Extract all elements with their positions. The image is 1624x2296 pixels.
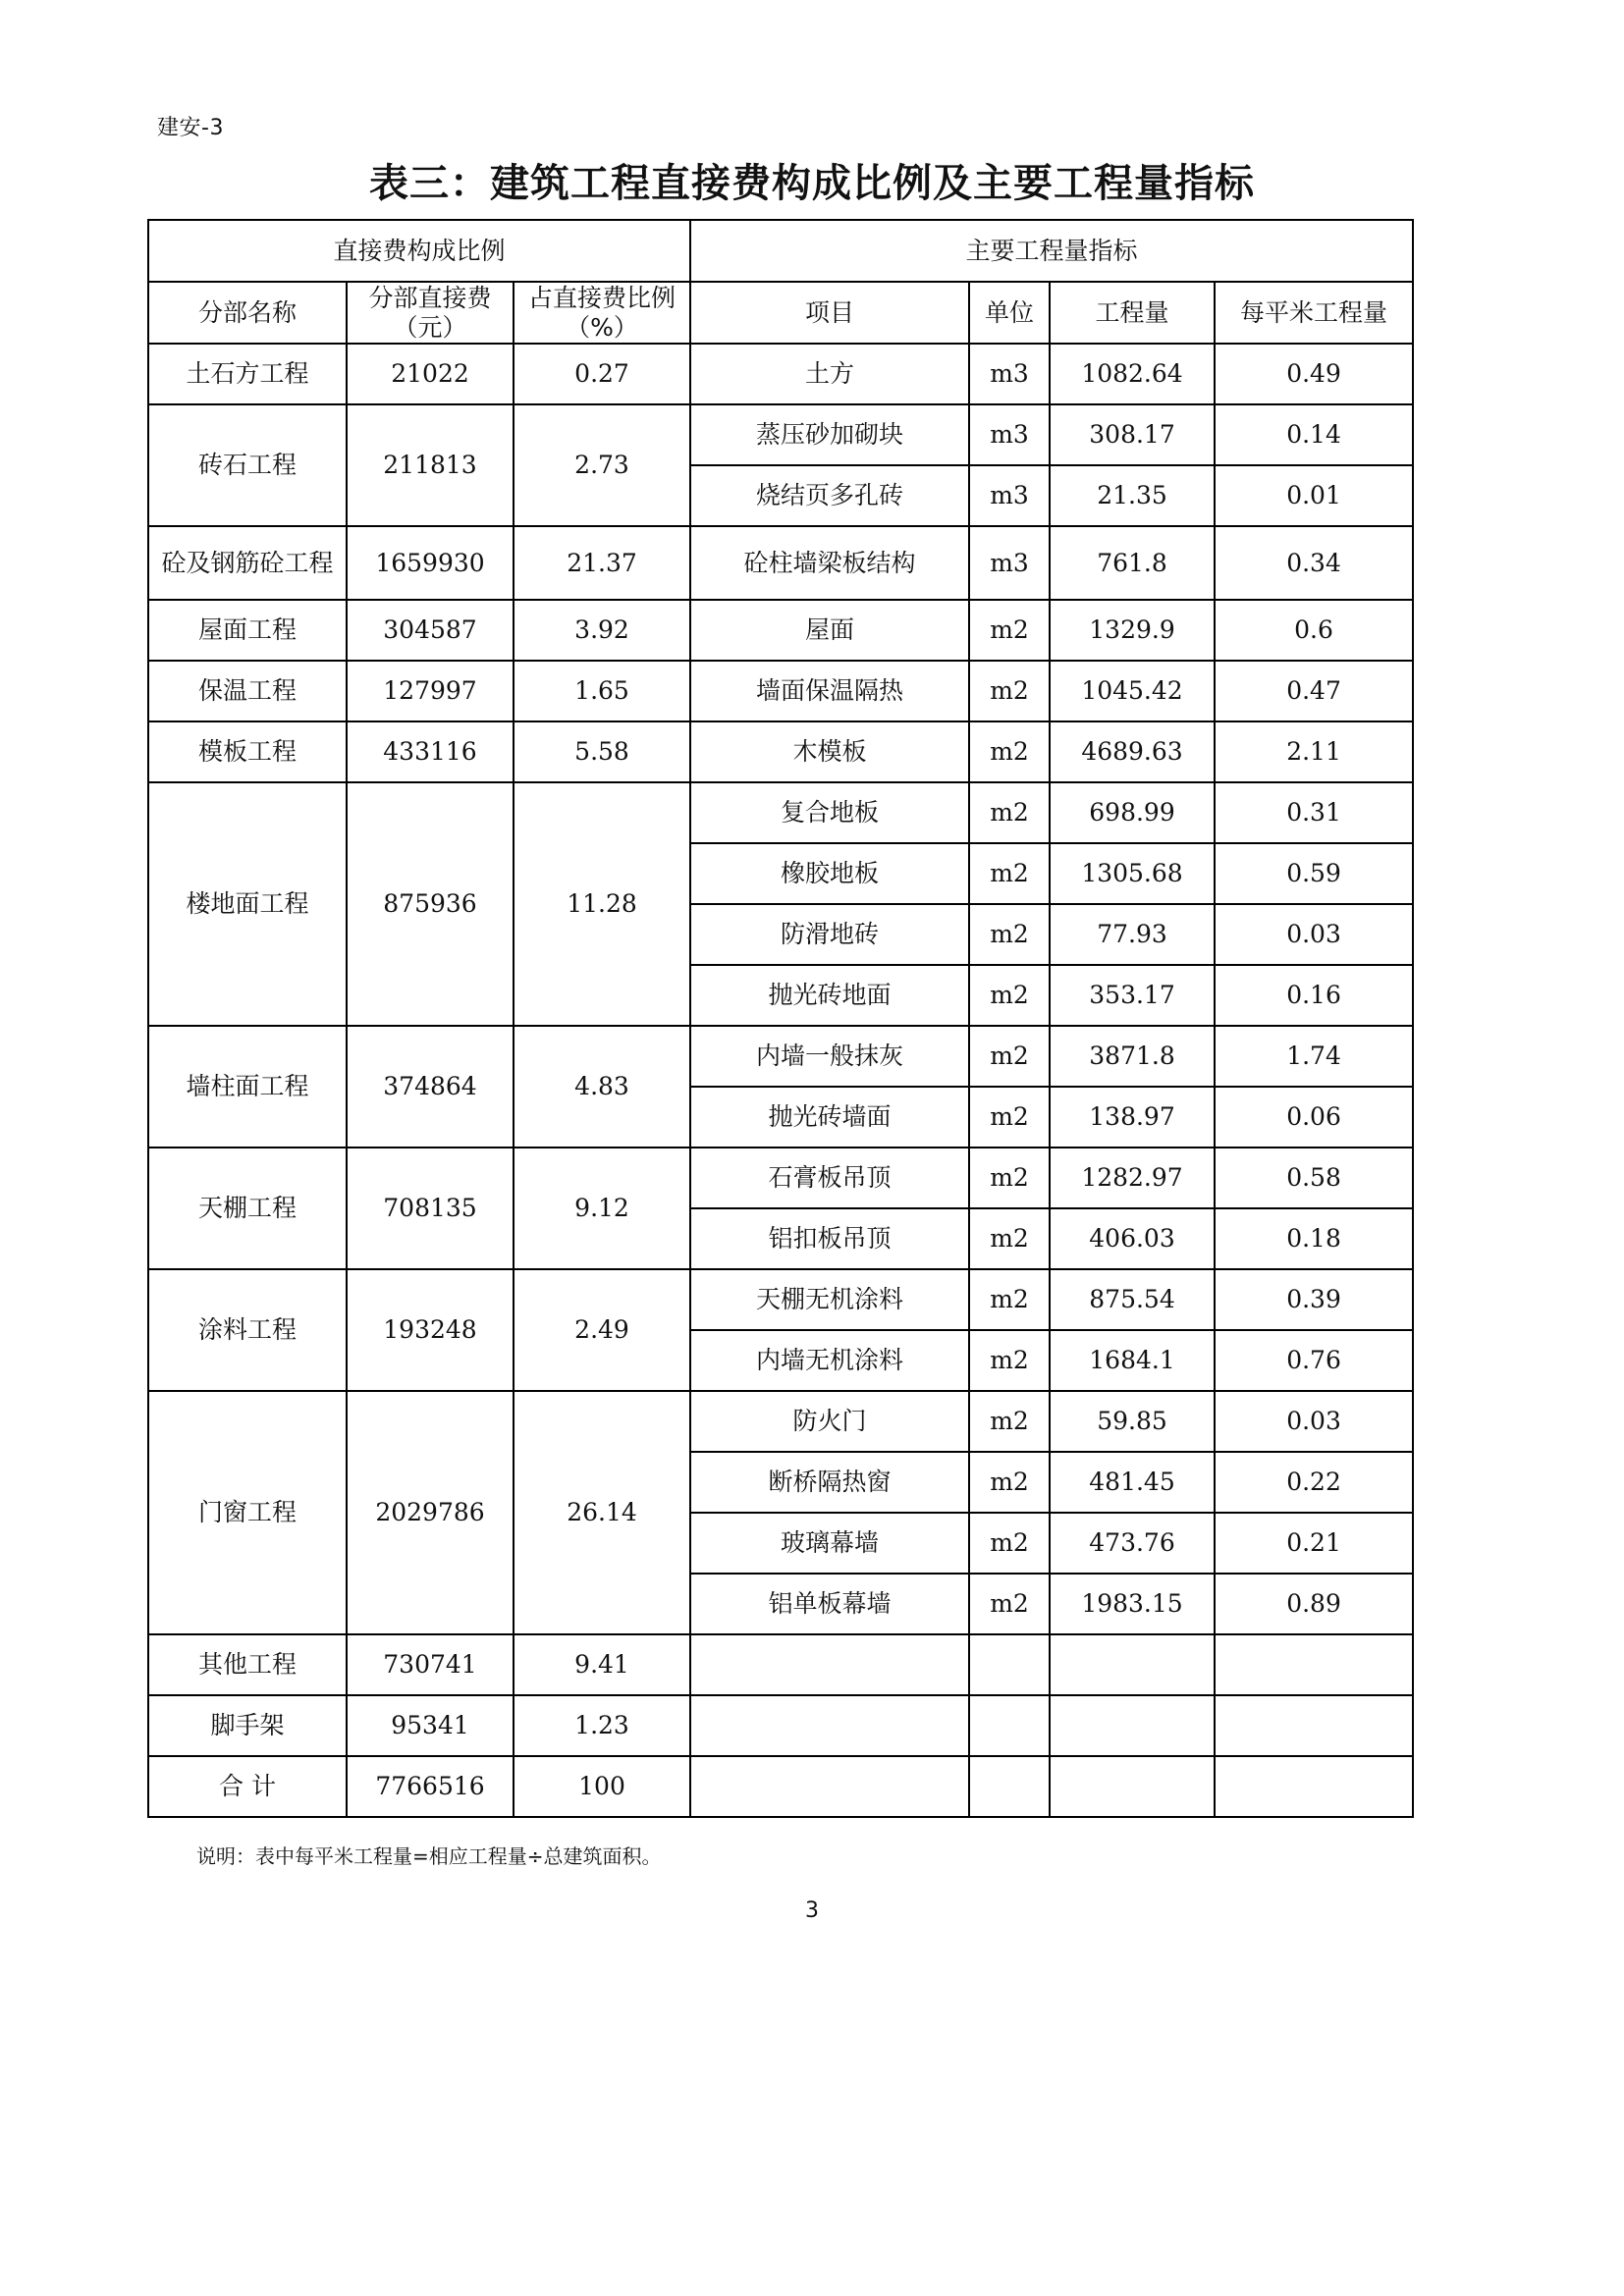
column-header-row bbox=[148, 282, 1413, 344]
item-unit-cell: m2 bbox=[969, 1513, 1050, 1574]
empty-cell bbox=[969, 1695, 1050, 1756]
item-quantity-cell: 1305.68 bbox=[1050, 843, 1215, 904]
table-row bbox=[148, 1269, 1413, 1330]
item-name-cell: 橡胶地板 bbox=[690, 843, 969, 904]
section-name-cell: 模板工程 bbox=[148, 721, 347, 782]
item-per-sqm-cell: 0.34 bbox=[1215, 526, 1413, 600]
section-ratio-cell: 3.92 bbox=[514, 600, 690, 661]
empty-cell bbox=[690, 1695, 969, 1756]
item-unit-cell: m2 bbox=[969, 843, 1050, 904]
table-row bbox=[148, 721, 1413, 782]
section-name-cell: 屋面工程 bbox=[148, 600, 347, 661]
column-header-ratio-line1: 占直接费比例 bbox=[528, 283, 677, 312]
item-unit-cell: m2 bbox=[969, 600, 1050, 661]
section-name-cell: 楼地面工程 bbox=[148, 782, 347, 1026]
group-header-direct-cost: 直接费构成比例 bbox=[148, 220, 690, 282]
empty-cell bbox=[969, 1756, 1050, 1817]
item-per-sqm-cell: 0.59 bbox=[1215, 843, 1413, 904]
section-cost-cell: 304587 bbox=[347, 600, 514, 661]
item-unit-cell: m2 bbox=[969, 782, 1050, 843]
item-unit-cell: m2 bbox=[969, 721, 1050, 782]
item-name-cell: 天棚无机涂料 bbox=[690, 1269, 969, 1330]
section-cost-cell: 21022 bbox=[347, 344, 514, 404]
section-name-cell: 涂料工程 bbox=[148, 1269, 347, 1391]
item-unit-cell: m3 bbox=[969, 344, 1050, 404]
item-unit-cell: m2 bbox=[969, 1452, 1050, 1513]
item-per-sqm-cell: 0.01 bbox=[1215, 465, 1413, 526]
item-name-cell: 抛光砖墙面 bbox=[690, 1087, 969, 1148]
item-name-cell: 铝扣板吊顶 bbox=[690, 1208, 969, 1269]
section-cost-cell: 1659930 bbox=[347, 526, 514, 600]
empty-cell bbox=[690, 1756, 969, 1817]
group-header-quantity-indicators: 主要工程量指标 bbox=[690, 220, 1413, 282]
section-cost-cell: 127997 bbox=[347, 661, 514, 721]
empty-cell bbox=[1050, 1634, 1215, 1695]
item-name-cell: 墙面保温隔热 bbox=[690, 661, 969, 721]
item-unit-cell: m2 bbox=[969, 1330, 1050, 1391]
item-quantity-cell: 875.54 bbox=[1050, 1269, 1215, 1330]
column-header-per-sqm: 每平米工程量 bbox=[1215, 282, 1413, 344]
section-ratio-cell: 1.23 bbox=[514, 1695, 690, 1756]
section-ratio-cell: 1.65 bbox=[514, 661, 690, 721]
section-ratio-cell: 4.83 bbox=[514, 1026, 690, 1148]
section-cost-cell: 193248 bbox=[347, 1269, 514, 1391]
item-quantity-cell: 1045.42 bbox=[1050, 661, 1215, 721]
item-quantity-cell: 21.35 bbox=[1050, 465, 1215, 526]
empty-cell bbox=[1215, 1634, 1413, 1695]
section-cost-cell: 708135 bbox=[347, 1148, 514, 1269]
item-name-cell: 铝单板幕墙 bbox=[690, 1574, 969, 1634]
item-name-cell: 砼柱墙梁板结构 bbox=[690, 526, 969, 600]
item-quantity-cell: 1329.9 bbox=[1050, 600, 1215, 661]
item-per-sqm-cell: 0.03 bbox=[1215, 904, 1413, 965]
section-name-cell: 砖石工程 bbox=[148, 404, 347, 526]
section-cost-cell: 433116 bbox=[347, 721, 514, 782]
item-name-cell: 蒸压砂加砌块 bbox=[690, 404, 969, 465]
item-quantity-cell: 481.45 bbox=[1050, 1452, 1215, 1513]
section-name-cell: 天棚工程 bbox=[148, 1148, 347, 1269]
table-row bbox=[148, 600, 1413, 661]
item-per-sqm-cell: 0.58 bbox=[1215, 1148, 1413, 1208]
item-name-cell: 烧结页多孔砖 bbox=[690, 465, 969, 526]
section-cost-cell: 211813 bbox=[347, 404, 514, 526]
item-per-sqm-cell: 0.22 bbox=[1215, 1452, 1413, 1513]
section-ratio-cell: 26.14 bbox=[514, 1391, 690, 1634]
item-unit-cell: m2 bbox=[969, 1026, 1050, 1087]
item-name-cell: 石膏板吊顶 bbox=[690, 1148, 969, 1208]
table-row bbox=[148, 1148, 1413, 1208]
item-quantity-cell: 353.17 bbox=[1050, 965, 1215, 1026]
section-ratio-cell: 2.49 bbox=[514, 1269, 690, 1391]
item-name-cell: 复合地板 bbox=[690, 782, 969, 843]
item-name-cell: 土方 bbox=[690, 344, 969, 404]
section-ratio-cell: 2.73 bbox=[514, 404, 690, 526]
section-name-cell: 合 计 bbox=[148, 1756, 347, 1817]
item-quantity-cell: 1684.1 bbox=[1050, 1330, 1215, 1391]
section-cost-cell: 875936 bbox=[347, 782, 514, 1026]
item-name-cell: 木模板 bbox=[690, 721, 969, 782]
item-unit-cell: m2 bbox=[969, 1148, 1050, 1208]
item-per-sqm-cell: 0.31 bbox=[1215, 782, 1413, 843]
item-unit-cell: m2 bbox=[969, 1087, 1050, 1148]
item-name-cell: 玻璃幕墙 bbox=[690, 1513, 969, 1574]
document-code: 建安-3 bbox=[157, 116, 224, 140]
item-per-sqm-cell: 0.21 bbox=[1215, 1513, 1413, 1574]
item-quantity-cell: 59.85 bbox=[1050, 1391, 1215, 1452]
item-unit-cell: m2 bbox=[969, 1574, 1050, 1634]
item-per-sqm-cell: 0.47 bbox=[1215, 661, 1413, 721]
item-name-cell: 防火门 bbox=[690, 1391, 969, 1452]
section-name-cell: 其他工程 bbox=[148, 1634, 347, 1695]
table-row bbox=[148, 782, 1413, 843]
column-header-name: 分部名称 bbox=[148, 282, 347, 344]
empty-cell bbox=[690, 1634, 969, 1695]
column-header-item: 项目 bbox=[690, 282, 969, 344]
section-ratio-cell: 100 bbox=[514, 1756, 690, 1817]
item-name-cell: 抛光砖地面 bbox=[690, 965, 969, 1026]
item-quantity-cell: 1983.15 bbox=[1050, 1574, 1215, 1634]
item-unit-cell: m2 bbox=[969, 965, 1050, 1026]
section-name-cell: 砼及钢筋砼工程 bbox=[148, 526, 347, 600]
item-per-sqm-cell: 2.11 bbox=[1215, 721, 1413, 782]
item-per-sqm-cell: 0.89 bbox=[1215, 1574, 1413, 1634]
table-row bbox=[148, 661, 1413, 721]
column-header-ratio-line2: （%） bbox=[566, 312, 638, 342]
column-header-cost-line2: （元） bbox=[393, 312, 467, 342]
item-name-cell: 防滑地砖 bbox=[690, 904, 969, 965]
section-cost-cell: 2029786 bbox=[347, 1391, 514, 1634]
item-name-cell: 内墙无机涂料 bbox=[690, 1330, 969, 1391]
column-header-cost-line1: 分部直接费 bbox=[368, 283, 492, 312]
table-row bbox=[148, 1756, 1413, 1817]
table-row bbox=[148, 526, 1413, 600]
page-number: 3 bbox=[805, 1898, 819, 1923]
empty-cell bbox=[1050, 1756, 1215, 1817]
section-ratio-cell: 5.58 bbox=[514, 721, 690, 782]
item-unit-cell: m2 bbox=[969, 661, 1050, 721]
item-per-sqm-cell: 0.03 bbox=[1215, 1391, 1413, 1452]
section-cost-cell: 7766516 bbox=[347, 1756, 514, 1817]
item-quantity-cell: 698.99 bbox=[1050, 782, 1215, 843]
item-quantity-cell: 77.93 bbox=[1050, 904, 1215, 965]
page-title: 表三：建筑工程直接费构成比例及主要工程量指标 bbox=[369, 161, 1255, 206]
section-cost-cell: 730741 bbox=[347, 1634, 514, 1695]
item-unit-cell: m2 bbox=[969, 1269, 1050, 1330]
table-row bbox=[148, 344, 1413, 404]
item-per-sqm-cell: 0.16 bbox=[1215, 965, 1413, 1026]
section-ratio-cell: 0.27 bbox=[514, 344, 690, 404]
column-header-unit: 单位 bbox=[969, 282, 1050, 344]
table-row bbox=[148, 404, 1413, 465]
item-quantity-cell: 138.97 bbox=[1050, 1087, 1215, 1148]
section-name-cell: 脚手架 bbox=[148, 1695, 347, 1756]
table-row bbox=[148, 1026, 1413, 1087]
item-name-cell: 屋面 bbox=[690, 600, 969, 661]
table-note: 说明：表中每平米工程量=相应工程量÷总建筑面积。 bbox=[196, 1844, 662, 1868]
item-per-sqm-cell: 0.76 bbox=[1215, 1330, 1413, 1391]
item-per-sqm-cell: 1.74 bbox=[1215, 1026, 1413, 1087]
empty-cell bbox=[1215, 1695, 1413, 1756]
column-header-cost bbox=[347, 282, 514, 344]
item-quantity-cell: 4689.63 bbox=[1050, 721, 1215, 782]
column-header-quantity: 工程量 bbox=[1050, 282, 1215, 344]
item-unit-cell: m2 bbox=[969, 1391, 1050, 1452]
table-row bbox=[148, 1695, 1413, 1756]
section-cost-cell: 95341 bbox=[347, 1695, 514, 1756]
empty-cell bbox=[1215, 1756, 1413, 1817]
section-ratio-cell: 11.28 bbox=[514, 782, 690, 1026]
item-quantity-cell: 761.8 bbox=[1050, 526, 1215, 600]
item-unit-cell: m2 bbox=[969, 1208, 1050, 1269]
item-quantity-cell: 1282.97 bbox=[1050, 1148, 1215, 1208]
item-name-cell: 内墙一般抹灰 bbox=[690, 1026, 969, 1087]
section-ratio-cell: 9.41 bbox=[514, 1634, 690, 1695]
group-header-row bbox=[148, 220, 1413, 282]
table-row bbox=[148, 1634, 1413, 1695]
item-quantity-cell: 473.76 bbox=[1050, 1513, 1215, 1574]
section-ratio-cell: 9.12 bbox=[514, 1148, 690, 1269]
item-per-sqm-cell: 0.49 bbox=[1215, 344, 1413, 404]
section-name-cell: 墙柱面工程 bbox=[148, 1026, 347, 1148]
item-per-sqm-cell: 0.06 bbox=[1215, 1087, 1413, 1148]
section-name-cell: 门窗工程 bbox=[148, 1391, 347, 1634]
item-per-sqm-cell: 0.14 bbox=[1215, 404, 1413, 465]
section-name-cell: 土石方工程 bbox=[148, 344, 347, 404]
item-per-sqm-cell: 0.18 bbox=[1215, 1208, 1413, 1269]
item-quantity-cell: 406.03 bbox=[1050, 1208, 1215, 1269]
item-unit-cell: m2 bbox=[969, 904, 1050, 965]
item-per-sqm-cell: 0.6 bbox=[1215, 600, 1413, 661]
column-header-ratio bbox=[514, 282, 690, 344]
section-name-cell: 保温工程 bbox=[148, 661, 347, 721]
item-quantity-cell: 1082.64 bbox=[1050, 344, 1215, 404]
item-unit-cell: m3 bbox=[969, 526, 1050, 600]
item-quantity-cell: 308.17 bbox=[1050, 404, 1215, 465]
item-per-sqm-cell: 0.39 bbox=[1215, 1269, 1413, 1330]
item-quantity-cell: 3871.8 bbox=[1050, 1026, 1215, 1087]
empty-cell bbox=[969, 1634, 1050, 1695]
empty-cell bbox=[1050, 1695, 1215, 1756]
item-unit-cell: m3 bbox=[969, 465, 1050, 526]
cost-indicator-table bbox=[147, 219, 1414, 1818]
item-name-cell: 断桥隔热窗 bbox=[690, 1452, 969, 1513]
section-ratio-cell: 21.37 bbox=[514, 526, 690, 600]
section-cost-cell: 374864 bbox=[347, 1026, 514, 1148]
table-row bbox=[148, 1391, 1413, 1452]
item-unit-cell: m3 bbox=[969, 404, 1050, 465]
